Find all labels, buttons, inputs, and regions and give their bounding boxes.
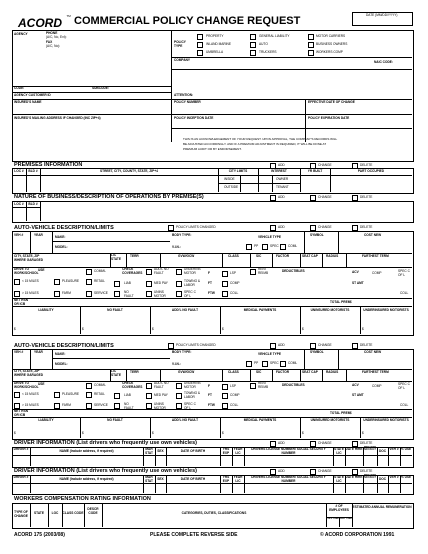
policy-type-auto-checkbox[interactable] <box>250 42 256 48</box>
auto2-med-pay-label: MED PAY <box>154 393 168 397</box>
driver2-col-broaden: BROADEN NO FAULT <box>363 474 377 480</box>
notice-line-1: THIS IS AN ACKNOWLEDGEMENT OF YOUR REQUEST. UPON APPROVAL, THE COMPANY'S RECORDS WILL <box>183 137 338 141</box>
auto1-towing-label: TOWING & LABOR <box>184 279 201 287</box>
auto2-deductibles-label: DEDUCTIBLES <box>282 383 305 387</box>
date-label: DATE (MM/DD/YYYY) <box>366 13 398 17</box>
auto2-farm-label: FARM <box>62 403 71 407</box>
auto2-retail-checkbox[interactable] <box>86 392 92 398</box>
footer-form-id: ACORD 175 (2003/08) <box>14 532 65 538</box>
auto2-class-label: CLASS <box>228 370 239 374</box>
premises-change-label: CHANGE <box>318 163 332 167</box>
auto2-radius-label: RADIUS <box>326 370 339 374</box>
workers-col-type: TYPE OF CHANGE <box>14 510 28 518</box>
auto1-spec-cofl-deductible-label: SPEC C OF L <box>398 269 410 277</box>
auto2-spec-checkbox[interactable] <box>262 361 268 367</box>
auto2-limit-medical: MEDICAL PAYMENTS <box>243 418 277 422</box>
auto1-stated-amt-label: ST AMT <box>352 281 364 285</box>
auto1-service-label: SERVICE <box>94 291 108 295</box>
workers-title: WORKERS COMPENSATION RATING INFORMATION <box>14 496 151 502</box>
auto2-liab-label: LIAB <box>124 393 131 397</box>
workers-col-descr-code: DESCR CODE <box>87 507 99 515</box>
auto2-coll-label: COLL <box>230 403 239 407</box>
driver1-col-dob: DATE OF BIRTH <box>180 449 206 453</box>
auto2-pp-checkbox[interactable] <box>246 361 252 367</box>
driver2-col-driver: DRIVER # <box>13 475 29 479</box>
auto1-coll-deductible-label: COLL <box>400 291 409 295</box>
driver2-title: DRIVER INFORMATION (List drivers who frequently use own vehicles) <box>14 468 197 474</box>
auto1-seat-cap-label: SEAT CAP <box>302 254 318 258</box>
auto1-limit-addl-no-fault: ADD'L NO FAULT <box>171 308 199 312</box>
driver1-col-state-lic: STATE LIC <box>334 447 344 455</box>
policy-type-label: POLICY TYPE <box>174 40 186 48</box>
policy-type-inland-marine-checkbox[interactable] <box>197 42 203 48</box>
auto1-ftw-label: FTW <box>208 291 215 295</box>
driver2-change-label: CHANGE <box>318 469 332 473</box>
footer-copyright: © ACORD CORPORATION 1991 <box>320 532 395 538</box>
auto1-comp-label: COMP <box>230 281 240 285</box>
form-title: COMMERCIAL POLICY CHANGE REQUEST <box>74 15 301 27</box>
workers-col-categories: CATEGORIES, DUTIES, CLASSIFICATIONS <box>181 511 247 515</box>
auto2-limit-medical-dollar: $ <box>222 431 224 435</box>
auto1-lt15-label: < 15 MILES <box>22 279 39 283</box>
auto1-coll-checkbox[interactable] <box>222 291 228 297</box>
auto1-change-label: CHANGE <box>318 225 332 229</box>
mailing-address-label: INSURED'S MAILING ADDRESS IF CHANGED (INC ZIP+4) <box>14 116 101 120</box>
auto1-rent-reimb-label: RENT REIMB <box>258 267 269 275</box>
auto1-liab-label: LIAB <box>124 281 131 285</box>
auto1-class-label: CLASS <box>228 254 239 258</box>
auto2-towing-label: TOWING & LABOR <box>184 391 201 399</box>
auto1-spec-cofl-checkbox[interactable] <box>176 291 182 297</box>
auto2-pp-label: PP <box>254 361 259 365</box>
nature-box[interactable] <box>12 201 414 223</box>
premises-owner: OWNER <box>276 177 289 181</box>
auto1-unins-motor-label: UNINS MOTOR <box>154 290 166 298</box>
auto1-comp-deductible-label: COMP <box>372 271 382 275</box>
driver1-col-use: % USE <box>400 447 412 451</box>
policy-type-umbrella-checkbox[interactable] <box>197 50 203 56</box>
auto1-towing-checkbox[interactable] <box>176 281 182 287</box>
footer-reverse-side: PLEASE COMPLETE REVERSE SIDE <box>150 532 238 538</box>
driver2-delete-label: DELETE <box>360 469 373 473</box>
auto2-gt15-label: > 15 MILES <box>22 403 39 407</box>
auto2-city-state-label: CITY, STATE, ZIP WHERE GARAGED <box>14 369 44 377</box>
nature-col-bld: BLD # <box>28 202 38 206</box>
auto2-make-label: MAKE: <box>55 352 66 356</box>
auto2-comp-deductible-label: COMP <box>372 384 382 388</box>
auto2-stated-amt-label: ST AMT <box>352 393 364 397</box>
policy-type-umbrella: UMBRELLA <box>206 50 224 54</box>
auto1-no-fault-checkbox[interactable] <box>114 291 120 297</box>
auto1-policy-limits-label: POLICY LIMITS CHANGED <box>176 225 216 229</box>
fax-label: FAX <box>46 40 53 44</box>
auto2-spec-cofl-label: SPEC C OF L <box>184 402 196 410</box>
auto1-city-state-label: CITY, STATE, ZIP WHERE GARAGED <box>14 254 44 262</box>
auto1-comp-checkbox[interactable] <box>222 281 228 287</box>
policy-type-motor-carriers-checkbox[interactable] <box>308 34 314 40</box>
driver2-col-dob: DATE OF BIRTH <box>180 477 206 481</box>
auto1-lsp-label: LSP <box>230 271 237 275</box>
auto1-model-label: MODEL: <box>55 245 68 249</box>
driver1-col-doc: DOC <box>378 449 387 453</box>
auto2-no-fault-label: NO FAULT <box>124 402 134 410</box>
auto2-retail-label: RETAIL <box>94 392 105 396</box>
auto1-comml-label: COMML <box>94 269 106 273</box>
auto1-body-type-label: BODY TYPE: <box>172 233 192 237</box>
workers-col-loc: LOC <box>51 511 59 515</box>
auto2-pleasure-checkbox[interactable] <box>54 392 60 398</box>
code-label: CODE: <box>14 86 25 90</box>
auto2-year-label: YEAR <box>34 350 43 354</box>
phone-sub-label: (A/C, No, Ext): <box>46 35 67 39</box>
driver2-col-license: DRIVERS LICENSE NUMBER/ SOCIAL SECURITY NUMBER <box>251 475 326 483</box>
auto2-liab-checkbox[interactable] <box>114 393 120 399</box>
workers-col-remuneration: ESTIMATED ANNUAL REMUNERATION <box>352 505 412 509</box>
auto1-use-label: USE <box>38 268 45 272</box>
driver1-delete-label: DELETE <box>360 441 373 445</box>
auto2-veh-label: VEH # <box>14 350 24 354</box>
auto1-farm-checkbox[interactable] <box>54 291 60 297</box>
auto1-limit-no-fault: NO FAULT <box>107 308 123 312</box>
auto2-ft-label: FT <box>208 393 212 397</box>
auto2-limit-addl-no-fault-dollar: $ <box>152 431 154 435</box>
auto1-service-checkbox[interactable] <box>86 291 92 297</box>
auto2-lic-state-label: LIC STATE <box>111 369 121 377</box>
auto1-underins-motor-checkbox[interactable] <box>176 269 182 275</box>
auto1-limit-underinsured-dollar: $ <box>362 327 364 331</box>
auto1-sic-label: SIC <box>256 254 262 258</box>
auto1-liab-checkbox[interactable] <box>114 281 120 287</box>
auto2-coml-label: COML <box>288 361 298 365</box>
auto1-rent-reimb-checkbox[interactable] <box>250 269 256 275</box>
auto2-limit-no-fault-dollar: $ <box>82 431 84 435</box>
auto2-farthest-label: FARTHEST TERM <box>362 370 389 374</box>
auto1-radius-label: RADIUS <box>326 254 339 258</box>
acord-logo-tm: TM <box>66 14 71 18</box>
driver2-add-label: ADD <box>278 469 285 473</box>
inception-date-label: POLICY INCEPTION DATE <box>174 116 214 120</box>
auto1-gt15-label: > 15 MILES <box>22 291 39 295</box>
auto2-change-label: CHANGE <box>318 343 332 347</box>
auto1-no-fault-label: NO FAULT <box>124 290 134 298</box>
auto1-limit-uninsured: UNINSURED MOTORISTS <box>310 308 350 312</box>
auto1-unins-motor-checkbox[interactable] <box>146 291 152 297</box>
auto2-delete-label: DELETE <box>360 343 373 347</box>
premises-tenant: TENANT <box>276 185 289 189</box>
driver1-add-label: ADD <box>278 441 285 445</box>
auto1-net-rsn-label: NET RSN OR ICB <box>14 298 28 306</box>
driver1-col-veh: VEH # <box>389 447 399 451</box>
auto2-underins-motor-label: UNDERINS MOTOR <box>184 381 201 389</box>
auto2-underins-motor-checkbox[interactable] <box>176 383 182 389</box>
auto1-addl-no-fault-checkbox[interactable] <box>146 269 152 275</box>
effective-date-label: EFFECTIVE DATE OF CHANGE <box>308 100 355 104</box>
auto2-gvw-label: GVW/GCW <box>178 370 195 374</box>
auto1-gvw-label: GVW/GCW <box>178 254 195 258</box>
premises-col-part-occupied: PART OCCUPIED <box>357 169 385 173</box>
auto2-comp-label: COMP <box>230 393 240 397</box>
auto1-ft-label: FT <box>208 281 212 285</box>
driver1-col-date-hire: DATE HIRE <box>345 447 363 451</box>
notice-line-3: PREMIUM AUDIT OR BY ENDORSEMENT. <box>183 147 242 151</box>
driver2-col-state-lic: STATE LIC <box>334 475 344 483</box>
driver1-col-license: DRIVERS LICENSE NUMBER/ SOCIAL SECURITY NUMBER <box>251 447 326 455</box>
auto1-check-coverages-label: CHECK COVERAGES <box>122 267 143 275</box>
auto1-factor-label: FACTOR <box>276 254 290 258</box>
driver2-col-sex: SEX <box>157 477 164 481</box>
auto1-spec-checkbox[interactable] <box>262 244 268 250</box>
auto1-cost-new-label: COST NEW <box>364 233 382 237</box>
auto1-vin-label: V.I.N.: <box>172 245 181 249</box>
driver1-col-yrs-exp: YRS EXP <box>222 447 230 455</box>
policy-type-business-owners: BUSINESS OWNERS <box>316 42 348 46</box>
workers-part-time: PART TIME <box>339 517 352 520</box>
auto2-model-label: MODEL: <box>55 362 68 366</box>
auto1-retail-label: RETAIL <box>94 279 105 283</box>
auto2-sic-label: SIC <box>256 370 262 374</box>
policy-type-general-liability: GENERAL LIABILITY <box>259 34 290 38</box>
auto2-factor-label: FACTOR <box>276 370 290 374</box>
auto1-coml-checkbox[interactable] <box>280 244 286 250</box>
auto1-f-label: F <box>208 271 210 275</box>
naic-code-label: NAIC CODE: <box>374 60 393 64</box>
auto1-underins-motor-label: UNDERINS MOTOR <box>184 267 201 275</box>
auto2-lsp-checkbox[interactable] <box>222 384 228 390</box>
agency-label: AGENCY <box>14 32 28 36</box>
auto2-towing-checkbox[interactable] <box>176 393 182 399</box>
premises-add-label: ADD <box>278 163 285 167</box>
auto2-unins-motor-label: UNINS MOTOR <box>154 402 166 410</box>
auto2-limit-liability-dollar: $ <box>14 431 16 435</box>
auto1-limit-medical: MEDICAL PAYMENTS <box>243 308 277 312</box>
policy-type-inland-marine: INLAND MARINE <box>206 42 231 46</box>
auto2-comp-checkbox[interactable] <box>222 393 228 399</box>
auto2-cost-new-label: COST NEW <box>364 350 382 354</box>
auto2-comml-label: COMML <box>94 383 106 387</box>
driver2-col-doc: DOC <box>378 477 387 481</box>
auto1-symbol-label: SYMBOL <box>310 233 324 237</box>
agency-customer-id-label: AGENCY CUSTOMER ID <box>14 93 51 97</box>
auto2-terr-label: TERR <box>130 370 139 374</box>
auto2-acv-label: ACV <box>352 383 359 387</box>
auto1-lsp-checkbox[interactable] <box>222 271 228 277</box>
auto1-pp-checkbox[interactable] <box>246 244 252 250</box>
policy-type-business-owners-checkbox[interactable] <box>308 42 314 48</box>
auto1-limit-underinsured: UNDERINSURED MOTORISTS <box>363 308 409 312</box>
auto1-limit-no-fault-dollar: $ <box>82 327 84 331</box>
auto2-limit-addl-no-fault: ADD'L NO FAULT <box>171 418 199 422</box>
nature-delete-label: DELETE <box>360 195 373 199</box>
auto2-net-rsn-label: NET RSN OR ICB <box>14 409 28 417</box>
auto2-lt15-checkbox[interactable] <box>14 392 20 398</box>
auto2-body-type-label: BODY TYPE: <box>172 350 192 354</box>
auto2-lsp-label: LSP <box>230 384 237 388</box>
premises-title: PREMISES INFORMATION <box>14 162 83 168</box>
premises-col-city-limits: CITY LIMITS <box>228 169 248 173</box>
insured-name-label: INSURED'S NAME <box>14 100 42 104</box>
auto1-total-prem-dollar: $ <box>350 300 352 304</box>
driver2-col-name: NAME (Include address, if required) <box>59 477 114 481</box>
auto1-limit-uninsured-dollar: $ <box>302 327 304 331</box>
driver2-col-veh: VEH # <box>389 475 399 479</box>
auto1-year-label: YEAR <box>34 233 43 237</box>
auto2-rent-reimb-checkbox[interactable] <box>250 383 256 389</box>
auto2-spec-label: SPEC <box>270 361 279 365</box>
auto1-coml-label: COML <box>288 244 298 248</box>
policy-type-motor-carriers: MOTOR CARRIERS <box>316 34 346 38</box>
auto1-med-pay-label: MED PAY <box>154 281 168 285</box>
nature-title: NATURE OF BUSINESS/DESCRIPTION OF OPERATIONS BY PREMISE(S) <box>14 194 204 200</box>
auto2-vehicle-type-label: VEHICLE TYPE <box>258 352 282 356</box>
nature-add-label: ADD <box>278 195 285 199</box>
notice-line-2: BE ADJUSTED ACCORDINGLY. AND IF A PREMIUM ADJUSTMENT IS REQUIRED, IT WILL BE DONE AT <box>183 142 327 146</box>
auto2-f-label: F <box>208 384 210 388</box>
premises-col-address: STREET, CITY, COUNTY, STATE, ZIP+4 <box>100 169 158 173</box>
auto2-add-label: ADD <box>278 343 285 347</box>
premises-col-yr-built: YR BUILT <box>307 169 323 173</box>
auto1-farm-label: FARM <box>62 291 71 295</box>
auto1-med-pay-checkbox[interactable] <box>146 281 152 287</box>
policy-type-auto: AUTO <box>259 42 268 46</box>
driver2-col-yrs-exp: YRS EXP <box>222 475 230 483</box>
auto2-policy-limits-label: POLICY LIMITS CHANGED <box>176 343 216 347</box>
workers-col-class-code: CLASS CODE <box>62 511 84 515</box>
auto1-spec-cofl-label: SPEC C OF L <box>184 290 196 298</box>
auto2-pleasure-label: PLEASURE <box>62 392 80 396</box>
auto2-ftw-label: FTW <box>208 403 215 407</box>
driver1-col-broaden: BROADEN NO FAULT <box>363 446 377 452</box>
auto2-limit-uninsured-dollar: $ <box>302 431 304 435</box>
auto1-delete-label: DELETE <box>360 225 373 229</box>
premises-delete-label: DELETE <box>360 163 373 167</box>
phone-label: PHONE <box>46 31 58 35</box>
auto1-spec-label: SPEC <box>270 244 279 248</box>
auto2-service-label: SERVICE <box>94 403 108 407</box>
auto1-add-label: ADD <box>278 225 285 229</box>
auto1-addl-no-fault-label: ADD'L NO FAULT <box>154 267 169 275</box>
auto1-gt15-checkbox[interactable] <box>14 291 20 297</box>
policy-type-property-checkbox[interactable] <box>197 34 203 40</box>
auto2-coll-deductible-label: COLL <box>400 403 409 407</box>
policy-type-property: PROPERTY <box>206 34 224 38</box>
auto1-coll-label: COLL <box>230 291 239 295</box>
workers-full-time: FULL TIME <box>326 517 339 520</box>
auto2-limit-underinsured: UNDERINSURED MOTORISTS <box>363 418 409 422</box>
auto1-limit-medical-dollar: $ <box>222 327 224 331</box>
auto1-acv-label: ACV <box>352 270 359 274</box>
policy-type-truckers-checkbox[interactable] <box>250 50 256 56</box>
attention-label: ATTENTION: <box>174 93 194 97</box>
subcode-label: SUBCODE: <box>92 86 110 90</box>
workers-col-state: STATE <box>34 511 44 515</box>
auto2-limit-underinsured-dollar: $ <box>362 431 364 435</box>
auto2-total-prem-dollar: $ <box>350 411 352 415</box>
premises-col-interest: INTEREST <box>271 169 287 173</box>
driver1-col-driver: DRIVER # <box>13 447 29 451</box>
driver1-col-sex: SEX <box>157 449 164 453</box>
auto1-title: AUTO-VEHICLE DESCRIPTION/LIMITS <box>14 225 114 231</box>
auto1-vehicle-type-label: VEHICLE TYPE <box>258 235 282 239</box>
auto1-farthest-label: FARTHEST TERM <box>362 254 389 258</box>
auto1-lic-state-label: LIC STATE <box>111 253 121 261</box>
policy-type-workers-comp: WORKERS COMP <box>316 50 343 54</box>
policy-number-label: POLICY NUMBER <box>174 100 201 104</box>
auto2-total-prem-label: TOTAL PREM <box>330 411 351 415</box>
driver2-col-year-lic: YEAR LIC <box>233 475 243 483</box>
auto1-make-label: MAKE: <box>55 235 66 239</box>
premises-col-loc: LOC # <box>14 169 24 173</box>
auto2-use-label: USE <box>38 382 45 386</box>
nature-change-label: CHANGE <box>318 195 332 199</box>
driver2-col-mar: MAR STAT <box>145 475 153 483</box>
premises-inside: INSIDE <box>224 177 235 181</box>
driver1-col-year-lic: YEAR LIC <box>233 447 243 455</box>
auto1-total-prem-label: TOTAL PREM <box>330 300 351 304</box>
auto2-coml-checkbox[interactable] <box>280 361 286 367</box>
auto1-pp-label: PP <box>254 244 259 248</box>
auto2-spec-cofl-deductible-label: SPEC C OF L <box>398 382 410 390</box>
auto1-limit-liability: LIABILITY <box>38 308 54 312</box>
driver2-col-date-hire: DATE HIRE <box>345 475 363 479</box>
auto1-terr-label: TERR <box>130 254 139 258</box>
nature-col-loc: LOC # <box>14 202 24 206</box>
auto1-limit-liability-dollar: $ <box>14 327 16 331</box>
auto2-seat-cap-label: SEAT CAP <box>302 370 318 374</box>
driver1-title: DRIVER INFORMATION (List drivers who frequently use own vehicles) <box>14 440 197 446</box>
auto1-deductibles-label: DEDUCTIBLES <box>282 269 305 273</box>
premises-outside: OUTSIDE <box>224 185 239 189</box>
company-label: COMPANY <box>174 58 191 62</box>
auto2-comml-checkbox[interactable] <box>86 383 92 389</box>
auto1-veh-label: VEH # <box>14 233 24 237</box>
driver2-col-use: % USE <box>400 475 412 479</box>
auto2-addl-no-fault-checkbox[interactable] <box>146 383 152 389</box>
auto2-limit-no-fault: NO FAULT <box>107 418 123 422</box>
auto2-lt15-label: < 15 MILES <box>22 392 39 396</box>
auto1-limit-addl-no-fault-dollar: $ <box>152 327 154 331</box>
auto2-limit-uninsured: UNINSURED MOTORISTS <box>310 418 350 422</box>
policy-type-general-liability-checkbox[interactable] <box>250 34 256 40</box>
auto1-comml-checkbox[interactable] <box>86 269 92 275</box>
auto2-rent-reimb-label: RENT REIMB <box>258 381 269 389</box>
auto1-pleasure-checkbox[interactable] <box>54 279 60 285</box>
policy-type-workers-comp-checkbox[interactable] <box>308 50 314 56</box>
auto2-vin-label: V.I.N.: <box>172 362 181 366</box>
driver1-col-mar: MAR STAT <box>145 447 153 455</box>
driver1-change-label: CHANGE <box>318 441 332 445</box>
auto2-limit-liability: LIABILITY <box>38 418 54 422</box>
fax-sub-label: (A/C, No): <box>46 44 61 48</box>
auto2-title: AUTO-VEHICLE DESCRIPTION/LIMITS <box>14 343 114 349</box>
auto2-addl-no-fault-label: ADD'L NO FAULT <box>154 381 169 389</box>
workers-col-employees: # OF EMPLOYEES <box>329 504 349 512</box>
acord-logo-text: ACORD <box>18 16 62 30</box>
auto1-retail-checkbox[interactable] <box>86 279 92 285</box>
auto2-symbol-label: SYMBOL <box>310 350 324 354</box>
premises-col-bld: BLD # <box>28 169 38 173</box>
expiration-date-label: POLICY EXPIRATION DATE <box>308 116 350 120</box>
driver1-col-name: NAME (Include address, if required) <box>59 449 114 453</box>
auto1-drive-to-label: DRIVE TO WORK/SCHOOL <box>14 267 39 275</box>
auto2-med-pay-checkbox[interactable] <box>146 393 152 399</box>
auto1-lt15-checkbox[interactable] <box>14 279 20 285</box>
auto2-drive-to-label: DRIVE TO WORK/SCHOOL <box>14 381 39 389</box>
policy-type-truckers: TRUCKERS <box>259 50 277 54</box>
auto1-pleasure-label: PLEASURE <box>62 279 80 283</box>
auto2-check-coverages-label: CHECK COVERAGES <box>122 381 143 389</box>
